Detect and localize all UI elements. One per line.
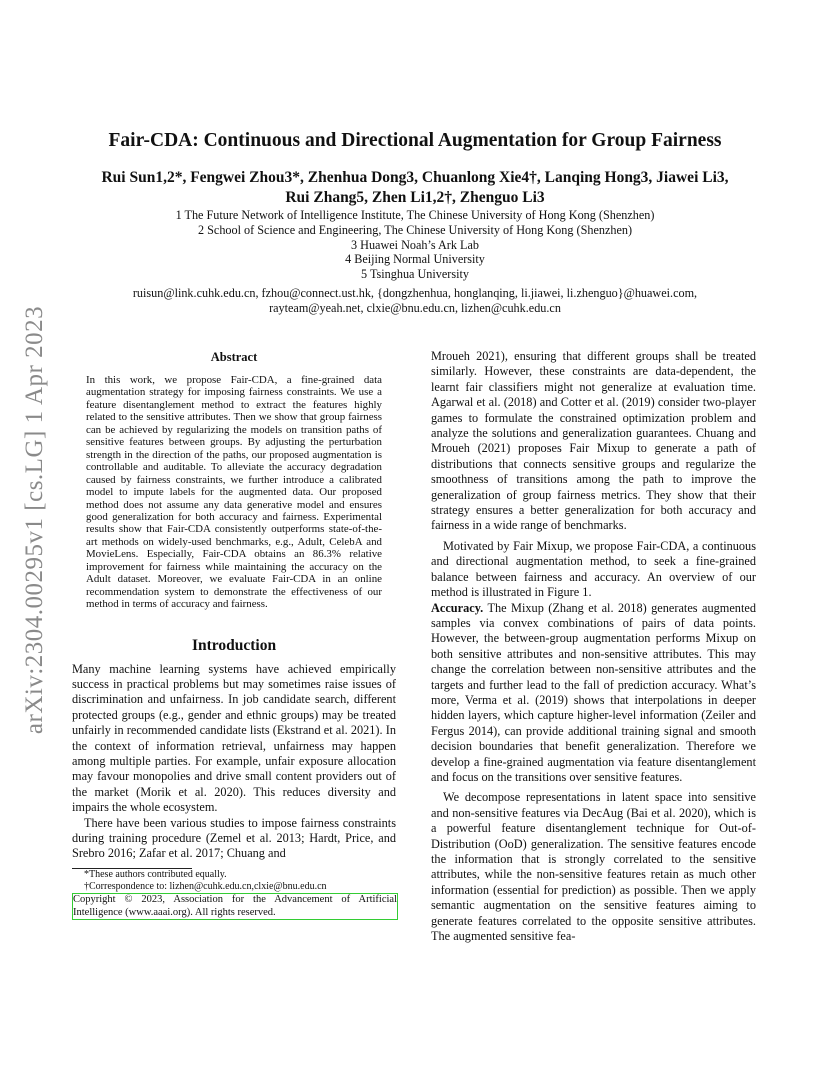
abstract-text: In this work, we propose Fair-CDA, a fine-grained data augmentation strategy for imposing fairness constraints. We use a feature disentanglement method to extract the features highly related to the sensitive attributes. Then we show that group fairness can be achieved by regularizing the models on transition paths of sensitive features between groups. By adjusting the perturbation strength in the direction of the paths, our proposed augmentation is controllable and auditable. To alleviate the accuracy degradation caused by fairness constraints, we further introduce a calibrated model to impute labels for the augmented data. Our proposed method does not assume any data generative model and ensures good generalization for both accuracy and fairness. Experimental results show that Fair-CDA consistently outperforms state-of-the-art methods on widely-used benchmarks, e.g., Adult, CelebA and MovieLens. Especially, Fair-CDA obtains an 86.3% relative improvement for fairness while maintaining the accuracy on the Adult dataset. Moreover, we evaluate Fair-CDA in an online recommendation system to demonstrate the effectiveness of our method in terms of accuracy and fairness. <box>86 374 382 611</box>
affiliation-1: 1 The Future Network of Intelligence Institute, The Chinese University of Hong Kong (Shenzhen) <box>175 208 655 222</box>
paper-title: Fair-CDA: Continuous and Directional Augmentation for Group Fairness <box>108 130 722 151</box>
accuracy-text: The Mixup (Zhang et al. 2018) generates augmented samples via convex combinations of pairs of data points. However, the between-group augmentation performs Mixup on both sensitive attributes and non-sensitive attributes. This may change the correlation between non-sensitive attributes and the targets and further lead to the fall of prediction accuracy. What’s more, Verma et al. (2019) shows that interpolations in deeper hidden layers, which capture higher-level information (Zeiler and Fergus 2014), can provide additional training signal and smooth decision boundaries that benefit generalization. Therefore we develop a fine-grained augmentation via feature disentanglement and focus on the transitions over sensitive features. <box>431 600 756 784</box>
introduction-heading: Introduction <box>191 636 277 654</box>
arxiv-side-stamp <box>10 280 60 760</box>
author-emails <box>72 286 758 316</box>
affiliation-4: 4 Beijing Normal University <box>345 252 485 267</box>
footnote-equal-contribution: *These authors contributed equally. <box>84 868 227 880</box>
author-list <box>72 168 758 208</box>
arxiv-id-label: arXiv:2304.00295v1 [cs.LG] 1 Apr 2023 <box>21 305 48 735</box>
affiliation-5: 5 Tsinghua University <box>361 267 469 282</box>
accuracy-paragraph <box>431 601 756 786</box>
author-line-1: Rui Sun1,2*, Fengwei Zhou3*, Zhenhua Dong3, Chuanlong Xie4†, Lanqing Hong3, Jiawei Li3, <box>101 169 729 186</box>
emails-line-2: rayteam@yeah.net, clxie@bnu.edu.cn, lizhen@cuhk.edu.cn <box>269 301 561 316</box>
accuracy-label: Accuracy. <box>431 600 484 615</box>
intro-paragraph-2: There have been various studies to impose fairness constraints during training procedure (Zemel et al. 2013; Hardt, Price, and Srebro 2016; Zafar et al. 2017; Chuang and <box>72 815 396 861</box>
abstract-heading: Abstract <box>210 350 258 364</box>
copyright-notice[interactable]: Copyright © 2023, Association for the Advancement of Artificial Intelligence (www.aaai.org). All rights reserved. <box>72 893 398 919</box>
right-paragraph-2: Motivated by Fair Mixup, we propose Fair-CDA, a continuous and directional augmentation method, to seek a fine-grained balance between fairness and accuracy. An overview of our method is illustrated in Figure 1. <box>431 538 756 600</box>
emails-line-1: ruisun@link.cuhk.edu.cn, fzhou@connect.ust.hk, {dongzhenhua, honglanqing, li.jiawei, li.zhenguo}@huawei.com, <box>132 286 698 300</box>
affiliation-2: 2 School of Science and Engineering, The Chinese University of Hong Kong (Shenzhen) <box>197 222 633 237</box>
intro-paragraph-1: Many machine learning systems have achieved empirically success in practical problems but may sometimes raise issues of discrimination and unfairness. In job candidate search, different protected groups (e.g., gender and ethnic groups) may be treated unfairly in recommended candidate lists (Ekstrand et al. 2021). In the context of information retrieval, unfairness may happen among multiple parties. For example, unfair exposure allocation may favour monopolies and drive small content providers out of the market (Morik et al. 2020). This reduces diversity and impairs the whole ecosystem. <box>72 661 396 815</box>
right-paragraph-1: Mroueh 2021), ensuring that different groups shall be treated similarly. However, these constraints are data-dependent, the learnt fair classifiers might not generalize at evaluation time. Agarwal et al. (2018) and Cotter et al. (2019) consider two-player games to formulate the constrained optimization problem and analyze the solutions and generalization guarantees. Chuang and Mroueh (2021) proposes Fair Mixup to generate a path of distributions that connects sensitive groups and regularize the smoothness of transitions among the path to improve the generalization of group fairness metrics. They show that their strategy ensures a better generalization for both accuracy and fairness in a wide range of benchmarks. <box>431 349 756 533</box>
affiliations <box>72 208 758 282</box>
author-line-2: Rui Zhang5, Zhen Li1,2†, Zhenguo Li3 <box>285 189 545 206</box>
affiliation-3: 3 Huawei Noah’s Ark Lab <box>351 237 479 252</box>
right-column <box>431 349 756 944</box>
footnote-correspondence: †Correspondence to: lizhen@cuhk.edu.cn,clxie@bnu.edu.cn <box>84 881 327 893</box>
left-column <box>72 350 396 920</box>
right-paragraph-4: We decompose representations in latent space into sensitive and non-sensitive features via DecAug (Bai et al. 2020), which is a powerful feature disentanglement technique for Out-of-Distribution (OoD) generalization. The sensitive features encode the information that is strongly correlated to the sensitive attributes, while the non-sensitive features retain as much other information (essential for prediction) as possible. Then we apply semantic augmentation on the sensitive features aiming to generate features correlated to the opposite sensitive attributes. The augmented sensitive fea- <box>431 790 756 944</box>
